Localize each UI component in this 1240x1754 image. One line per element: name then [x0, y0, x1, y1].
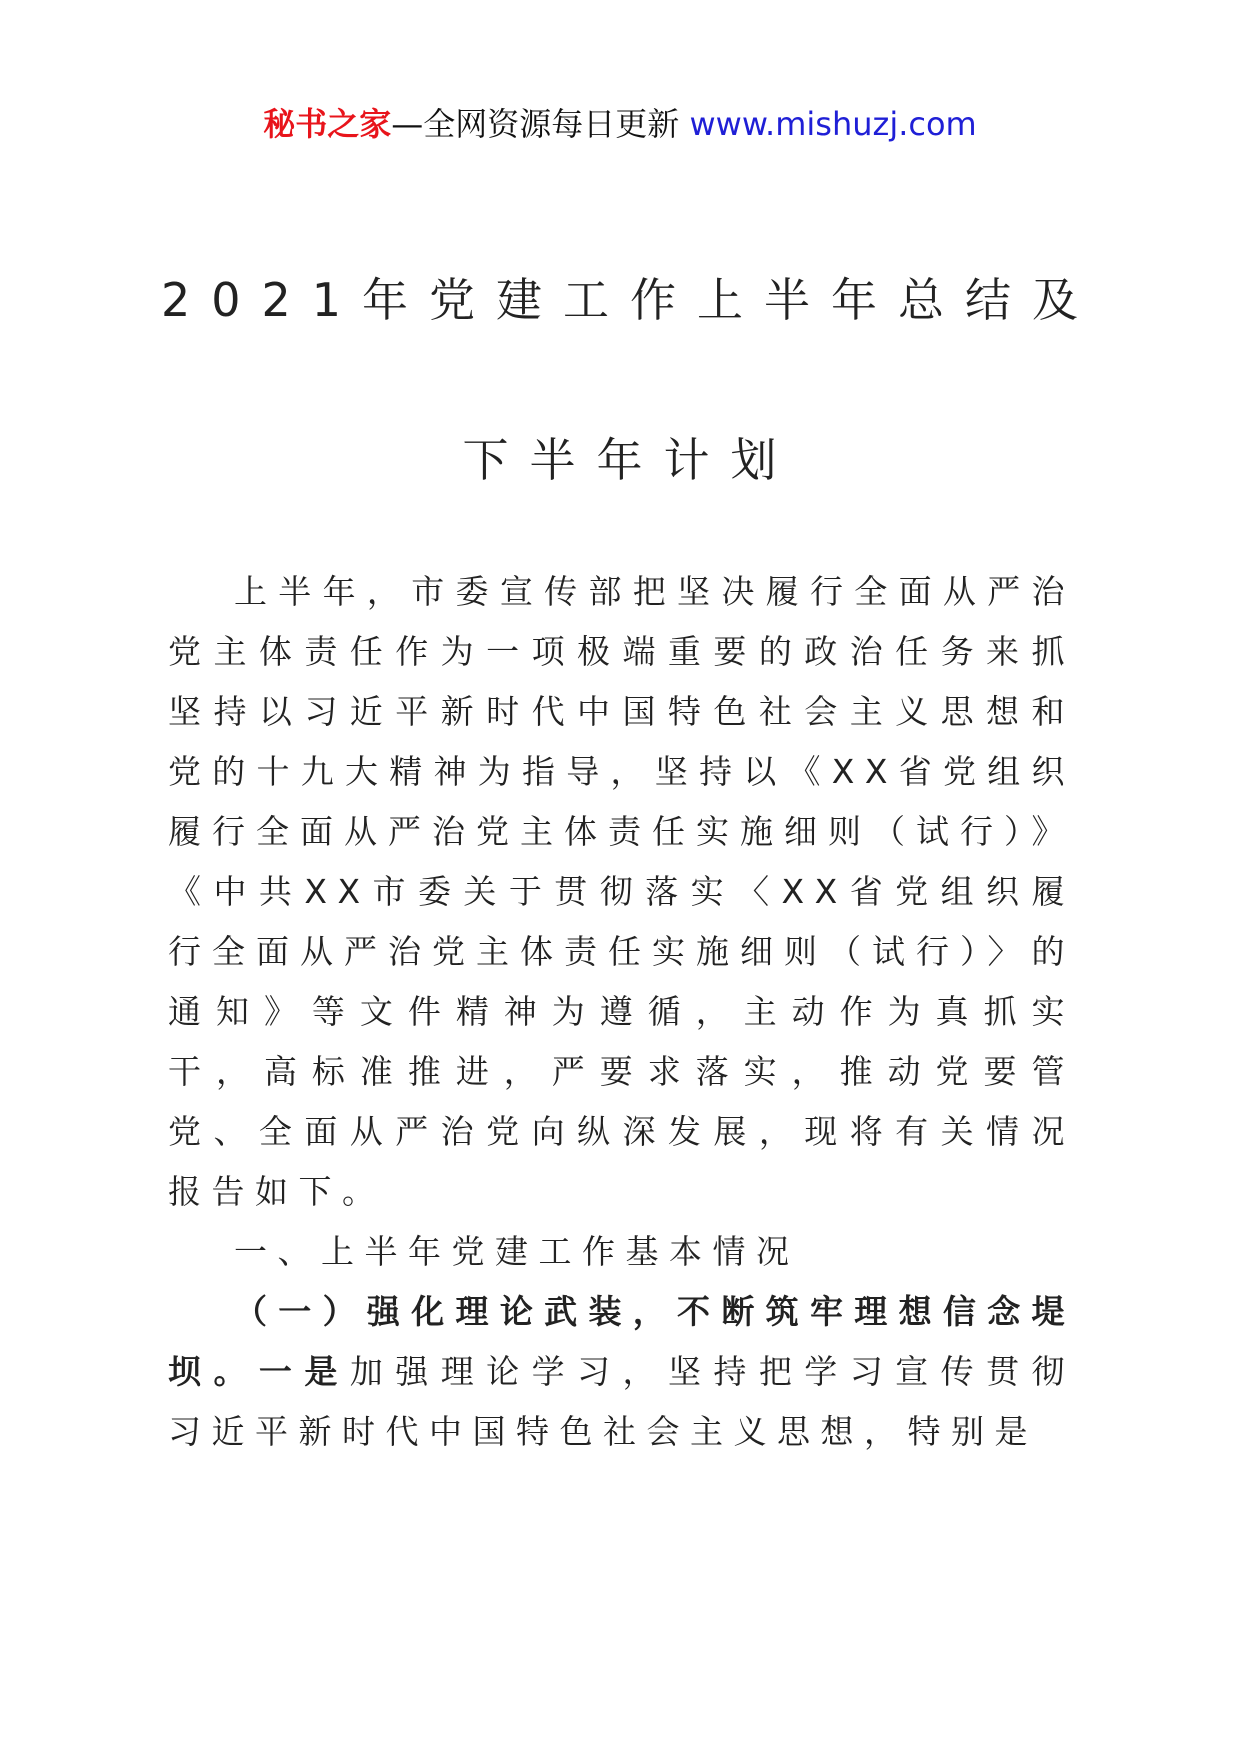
- subsection-paragraph-1: [168, 1282, 1075, 1462]
- banner-tagline: —全网资源每日更新: [391, 105, 690, 143]
- banner-brand: 秘书之家: [263, 105, 392, 143]
- banner-url-link[interactable]: www.mishuzj.com: [689, 105, 977, 143]
- site-banner: [0, 100, 1240, 148]
- document-body: [168, 562, 1075, 1462]
- document-title-line-2: 下半年计划: [462, 433, 798, 487]
- section-heading-1: 一、上半年党建工作基本情况: [234, 1232, 800, 1271]
- subsection-text: 加强理论学习，坚持把学习宣传贯彻习近平新时代中国特色社会主义思想，特别是: [168, 1352, 1076, 1451]
- intro-paragraph: 上半年，市委宣传部把坚决履行全面从严治党主体责任作为一项极端重要的政治任务来抓坚持以习近平新时代中国特色社会主义思想和党的十九大精神为指导，坚持以《XX省党组织履行全面从严治党主体责任实施细则（试行）》《中共XX市委关于贯彻落实〈XX省党组织履行全面从严治党主体责任实施细则（试行）〉的通知》等文件精神为遵循，主动作为真抓实干，高标准推进，严要求落实，推动党要管党、全面从严治党向纵深发展，现将有关情况报告如下。: [168, 572, 1075, 1211]
- document-title-line-1: 2021年党建工作上半年总结及: [160, 273, 1100, 327]
- subsection-heading-bold: （一）强化理论武装，不断筑牢理想信念堤坝。: [168, 1292, 1075, 1391]
- point-label: 一是: [258, 1352, 350, 1391]
